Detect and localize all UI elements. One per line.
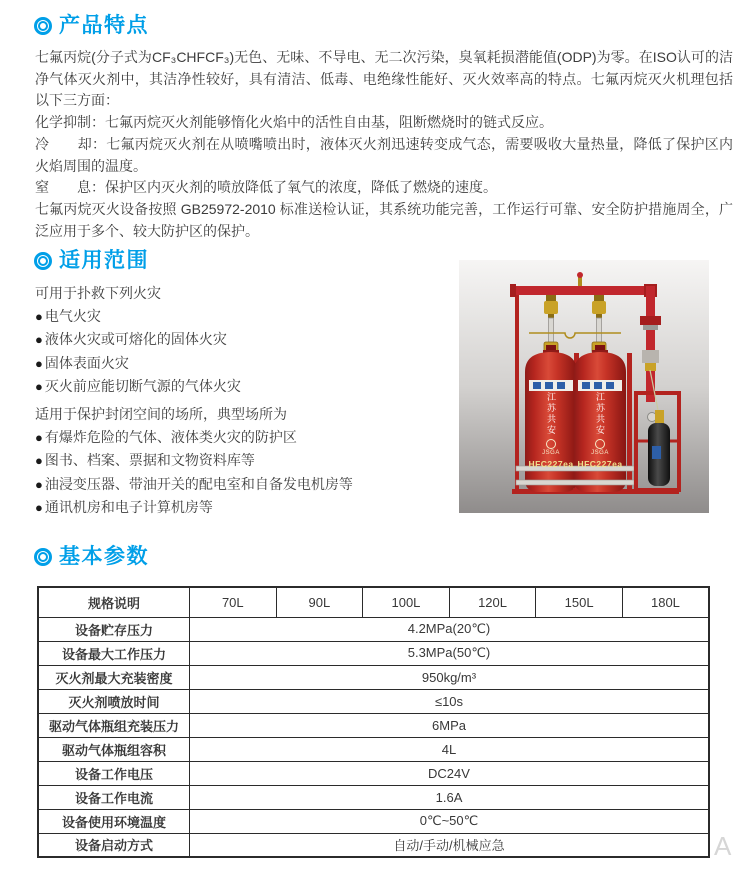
features-paragraphs [35, 47, 733, 242]
param-label-cell: 灭火剂最大充装密度 [38, 665, 190, 689]
table-row [38, 617, 709, 641]
capacity-header-cell: 150L [536, 587, 623, 617]
feature-paragraph: 化学抑制：七氟丙烷灭火剂能够惰化火焰中的活性自由基，阻断燃烧时的链式反应。 [35, 114, 553, 131]
capacity-header-cell: 70L [190, 587, 277, 617]
param-label-cell: 设备工作电流 [38, 785, 190, 809]
param-label-cell: 驱动气体瓶组容积 [38, 737, 190, 761]
brand-logo-text: JSGA [542, 450, 560, 456]
table-row [38, 761, 709, 785]
capacity-header-cell: 90L [276, 587, 363, 617]
param-value-cell: 自动/手动/机械应急 [190, 833, 710, 857]
scope-content [35, 282, 455, 519]
param-label-cell: 设备贮存压力 [38, 617, 190, 641]
section-title-params: 基本参数 [59, 545, 149, 568]
product-photo [459, 260, 709, 513]
list-item [35, 473, 455, 496]
section-heading-scope [34, 248, 149, 274]
bullet-icon: ● [35, 453, 43, 469]
fire-type-list [35, 305, 455, 398]
bullet-icon: ● [35, 430, 43, 446]
cylinder-brand-text: 江苏共安 [546, 392, 556, 436]
list-item [35, 449, 455, 472]
feature-paragraph: 七氟丙烷灭火设备按照 GB25972-2010 标准送检认证，其系统功能完善，工作运行可靠、安全防护措施周全，广泛应用于多个、较大防护区的保护。 [35, 200, 733, 239]
section-heading-params [34, 544, 149, 570]
fire-suppression-equipment-graphic [459, 260, 709, 513]
param-value-cell: 4L [190, 737, 710, 761]
param-label-cell: 设备启动方式 [38, 833, 190, 857]
table-row [38, 809, 709, 833]
bullet-icon: ● [35, 378, 43, 394]
table-row [38, 665, 709, 689]
table-row [38, 713, 709, 737]
feature-paragraph: 窒 息：保护区内灭火剂的喷放降低了氧气的浓度，降低了燃烧的速度。 [35, 179, 497, 196]
bullet-icon: ● [35, 499, 43, 515]
param-value-cell: 950kg/m³ [190, 665, 710, 689]
list-item-label: 固体表面火灾 [44, 354, 129, 371]
bullet-icon: ● [35, 476, 43, 492]
feature-paragraph: 七氟丙烷(分子式为CF₃CHFCF₃)无色、无味、不导电、无二次污染，臭氧耗损潜能值(ODP)为零。在ISO认可的洁净气体灭火剂中，其洁净性较好，具有清洁、低毒、电绝缘性能好、灭火效率高的特点。七氟丙烷灭火机理包括以下三方面： [35, 49, 733, 109]
param-value-cell: 1.6A [190, 785, 710, 809]
table-header-row [38, 587, 709, 617]
list-item [35, 496, 455, 519]
list-item [35, 375, 455, 398]
param-label-cell: 设备工作电压 [38, 761, 190, 785]
list-item-label: 电气火灾 [44, 308, 101, 325]
list-item-label: 有爆炸危险的气体、液体类火灾的防护区 [44, 429, 297, 446]
param-value-cell: 6MPa [190, 713, 710, 737]
table-row [38, 737, 709, 761]
list-item [35, 328, 455, 351]
param-value-cell: ≤10s [190, 689, 710, 713]
param-label-cell: 灭火剂喷放时间 [38, 689, 190, 713]
capacity-header-cell: 120L [449, 587, 536, 617]
basic-params-table [37, 586, 710, 858]
list-item-label: 液体火灾或可熔化的固体火灾 [44, 331, 227, 348]
cylinder-brand-text: 江苏共安 [595, 392, 605, 436]
param-value-cell: 4.2MPa(20℃) [190, 617, 710, 641]
brand-logo-text: JSGA [591, 450, 609, 456]
table-row [38, 785, 709, 809]
param-value-cell: 0℃~50℃ [190, 809, 710, 833]
cylinder-model-text: HFC227ea [528, 459, 574, 469]
param-label-cell: 驱动气体瓶组充装压力 [38, 713, 190, 737]
bullet-icon: ● [35, 355, 43, 371]
table-row [38, 833, 709, 857]
list-item-label: 图书、档案、票据和文物资料库等 [44, 452, 255, 469]
table-row [38, 641, 709, 665]
param-label-cell: 设备最大工作压力 [38, 641, 190, 665]
table-row [38, 689, 709, 713]
section-heading-features [34, 13, 149, 39]
double-circle-icon [34, 252, 52, 270]
double-circle-icon [34, 17, 52, 35]
bullet-icon: ● [35, 309, 43, 325]
spec-header-cell: 规格说明 [38, 587, 190, 617]
list-item [35, 352, 455, 375]
list-item [35, 305, 455, 328]
list-item-label: 通讯机房和电子计算机房等 [44, 498, 213, 515]
param-label-cell: 设备使用环境温度 [38, 809, 190, 833]
list-item-label: 油浸变压器、带油开关的配电室和自备发电机房等 [44, 475, 353, 492]
param-value-cell: DC24V [190, 761, 710, 785]
watermark-letter: A [714, 831, 732, 861]
scope-intro-2: 适用于保护封闭空间的场所，典型场所为 [35, 406, 287, 423]
bullet-icon: ● [35, 332, 43, 348]
feature-paragraph: 冷 却：七氟丙烷灭火剂在从喷嘴喷出时，液体灭火剂迅速转变成气态，需要吸收大量热量，降低了保护区内火焰周围的温度。 [35, 135, 733, 174]
double-circle-icon [34, 548, 52, 566]
typical-place-list [35, 426, 455, 519]
list-item [35, 426, 455, 449]
section-title-features: 产品特点 [59, 14, 149, 37]
cylinder-model-text: HFC227ea [577, 459, 623, 469]
scope-intro-1: 可用于扑救下列火灾 [35, 285, 161, 301]
section-title-scope: 适用范围 [59, 249, 149, 272]
list-item-label: 灭火前应能切断气源的气体火灾 [44, 377, 241, 394]
capacity-header-cell: 100L [363, 587, 450, 617]
param-value-cell: 5.3MPa(50℃) [190, 641, 710, 665]
capacity-header-cell: 180L [622, 587, 709, 617]
